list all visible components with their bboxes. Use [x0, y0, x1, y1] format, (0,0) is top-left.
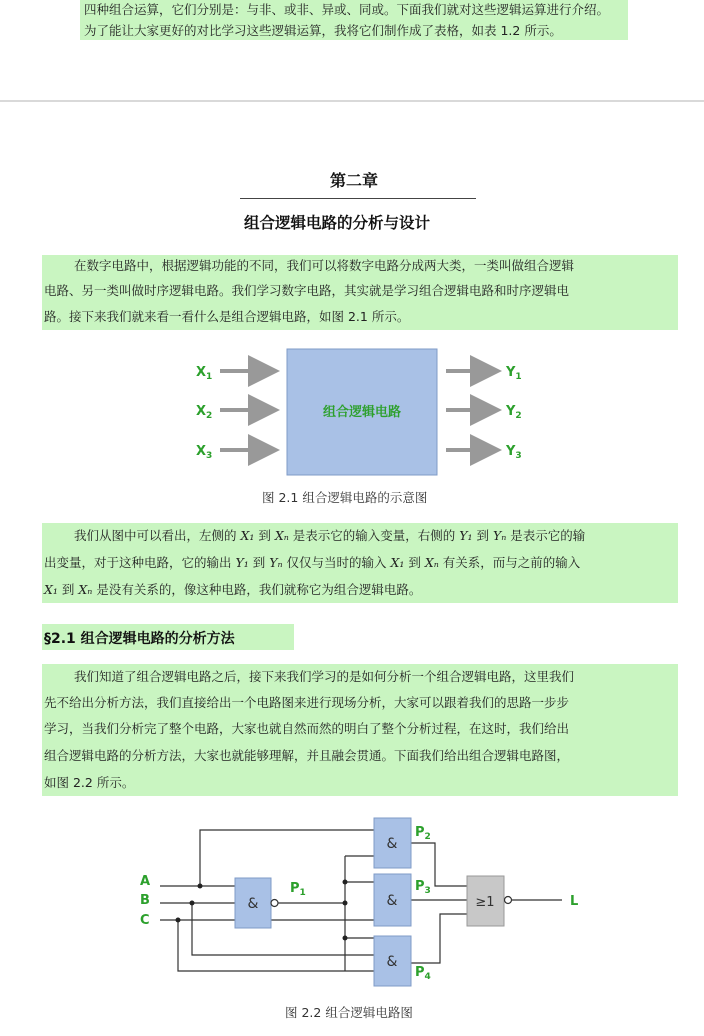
- paragraph-3-line: 学习，当我们分析完了整个电路，大家也就自然而然的明白了整个分析过程，在这时，我们给出: [44, 721, 570, 736]
- svg-text:&: &: [386, 954, 398, 970]
- text: 是表示它的输: [506, 528, 586, 543]
- paragraph-3-line: 如图 2.2 所示。: [44, 775, 135, 790]
- math-var: X₁: [44, 582, 58, 597]
- math-var: Yₙ: [269, 555, 283, 570]
- math-var: Xₙ: [274, 528, 289, 543]
- text: 到: [404, 555, 425, 570]
- inverter-bubble: [505, 897, 512, 904]
- text: 到: [472, 528, 493, 543]
- paragraph-1-line: 电路、另一类叫做时序逻辑电路。我们学习数字电路，其实就是学习组合逻辑电路和时序逻辑电: [44, 283, 570, 298]
- input-label-x3: $X_3$: [196, 444, 213, 461]
- paragraph-3-line: 组合逻辑电路的分析方法，大家也就能够理解，并且融会贯通。下面我们给出组合逻辑电路图，: [44, 748, 570, 763]
- node-label-p2: $P_2$: [415, 825, 431, 842]
- prev-page-line-1: 四种组合运算，它们分别是：与非、或非、异或、同或。下面我们就对这些逻辑运算进行介绍。: [84, 2, 610, 17]
- math-var: Xₙ: [78, 582, 93, 597]
- box-label: 组合逻辑电路: [322, 405, 402, 420]
- figure-2-1: [180, 340, 540, 485]
- paragraph-3-line: 先不给出分析方法，我们直接给出一个电路图来进行现场分析，大家可以跟着我们的思路一步步: [44, 695, 570, 710]
- node-label-p4: $P_4$: [415, 965, 431, 982]
- text: 是没有关系的，像这种电路，我们就称它为组合逻辑电路。: [92, 582, 422, 597]
- node-label-p3: $P_3$: [415, 879, 431, 896]
- svg-text:&: &: [386, 893, 398, 909]
- paragraph-2-line-3: [44, 583, 421, 597]
- chapter-title: 组合逻辑电路的分析与设计: [244, 214, 431, 232]
- math-var: X₁: [240, 528, 255, 543]
- figure-2-1-caption: 图 2.1 组合逻辑电路的示意图: [262, 490, 428, 505]
- chapter-number: 第二章: [330, 171, 379, 190]
- svg-text:&: &: [247, 896, 259, 912]
- paragraph-1-line: 在数字电路中，根据逻辑功能的不同，我们可以将数字电路分成两大类，一类叫做组合逻辑: [74, 258, 575, 273]
- math-var: Xₙ: [424, 555, 439, 570]
- section-title: §2.1 组合逻辑电路的分析方法: [44, 631, 235, 647]
- text: 到: [57, 582, 79, 597]
- input-label-x2: $X_2$: [196, 404, 213, 421]
- output-label-y1: $Y_1$: [506, 365, 522, 382]
- inverter-bubble: [271, 900, 278, 907]
- paragraph-3-line: 我们知道了组合逻辑电路之后，接下来我们学习的是如何分析一个组合逻辑电路，这里我们: [74, 669, 575, 684]
- input-label-c: C: [140, 913, 150, 928]
- prev-page-line-2: 为了能让大家更好的对比学习这些逻辑运算，我将它们制作成了表格，如表 1.2 所示。: [84, 23, 562, 38]
- node-label-p1: $P_1$: [290, 881, 306, 898]
- figure-2-2-caption: 图 2.2 组合逻辑电路图: [285, 1005, 413, 1020]
- math-var: X₁: [390, 555, 405, 570]
- paragraph-2-line-2: [44, 556, 580, 570]
- text: 仅仅与当时的输入: [282, 555, 391, 570]
- figure-2-2: [130, 808, 600, 998]
- input-label-x1: $X_1$: [196, 365, 213, 382]
- input-label-a: A: [140, 874, 151, 889]
- svg-text:≥1: ≥1: [475, 895, 495, 910]
- input-label-b: B: [140, 893, 150, 908]
- paragraph-2-line-1: [74, 529, 585, 543]
- output-label-y3: $Y_3$: [506, 444, 522, 461]
- text: 有关系，而与之前的输入: [438, 555, 581, 570]
- text: 到: [254, 528, 275, 543]
- text: 出变量，对于这种电路，它的输出: [44, 555, 236, 570]
- page-break: [0, 100, 704, 102]
- text: 是表示它的输入变量，右侧的: [288, 528, 460, 543]
- output-label-y2: $Y_2$: [506, 404, 522, 421]
- math-var: Y₁: [235, 555, 249, 570]
- paragraph-1-line: 路。接下来我们就来看一看什么是组合逻辑电路，如图 2.1 所示。: [44, 309, 410, 324]
- math-var: Y₁: [459, 528, 473, 543]
- output-label-l: L: [570, 894, 579, 909]
- chapter-rule: [240, 198, 476, 199]
- text: 到: [248, 555, 270, 570]
- math-var: Yₙ: [493, 528, 507, 543]
- svg-text:&: &: [386, 836, 398, 852]
- text: 我们从图中可以看出，左侧的: [74, 528, 241, 543]
